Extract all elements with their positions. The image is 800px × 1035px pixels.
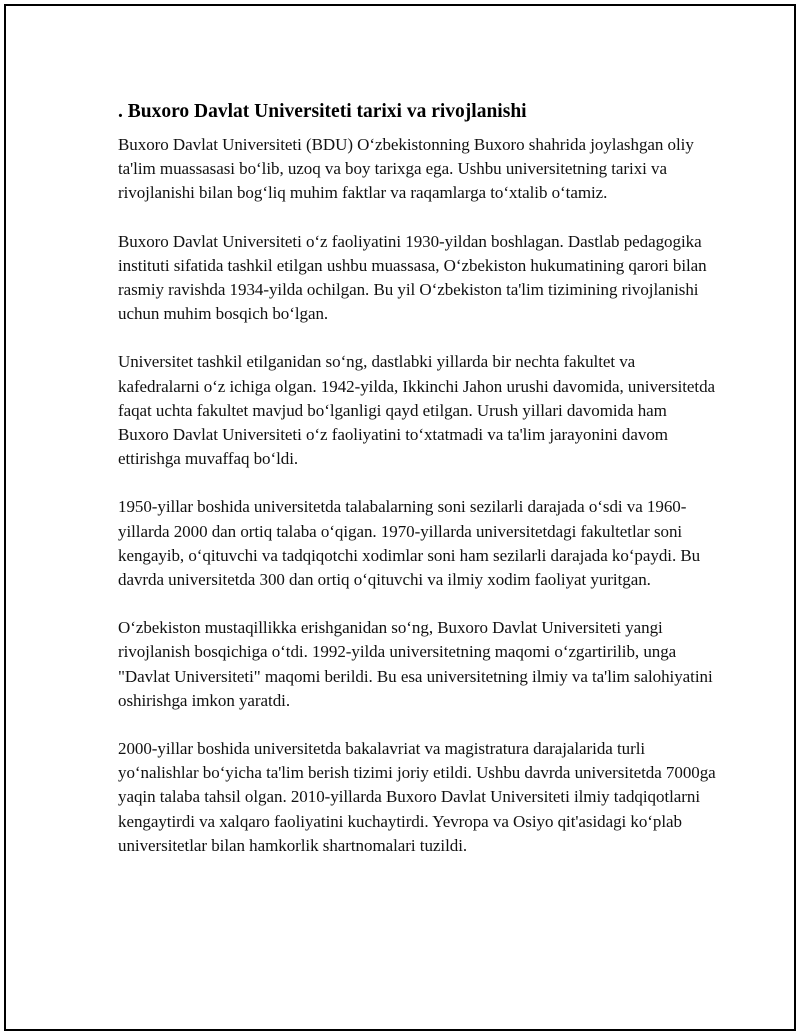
- document-body: [118, 99, 718, 882]
- paragraph-2: Buxoro Davlat Universiteti o‘z faoliyatini 1930-yildan boshlagan. Dastlab pedagogika instituti sifatida tashkil etilgan ushbu muassasa, O‘zbekiston hukumatining qarori bilan rasmiy ravishda 1934-yilda ochilgan. Bu yil O‘zbekiston ta'lim tizimining rivojlanishi uchun muhim bosqich bo‘lgan.: [118, 231, 707, 324]
- paragraph-5: O‘zbekiston mustaqillikka erishganidan so‘ng, Buxoro Davlat Universiteti yangi rivojlanish bosqichiga o‘tdi. 1992-yilda universitetning maqomi o‘zgartirilib, unga "Davlat Universiteti" maqomi berildi. Bu esa universitetning ilmiy va ta'lim salohiyatini oshirishga imkon yaratdi.: [118, 618, 713, 710]
- page-frame: [4, 4, 796, 1031]
- paragraph-4: 1950-yillar boshida universitetda talabalarning soni sezilarli darajada o‘sdi va 1960-yillarda 2000 dan ortiq talaba o‘qigan. 1970-yillarda universitetdagi fakultetlar soni kengayib, o‘qituvchi va tadqiqotchi xodimlar soni ham sezilarli darajada ko‘paydi. Bu davrda universitetda 300 dan ortiq o‘qituvchi va ilmiy xodim faoliyat yuritgan.: [118, 497, 701, 590]
- page-title: . Buxoro Davlat Universiteti tarixi va rivojlanishi: [118, 101, 527, 122]
- paragraph-1: Buxoro Davlat Universiteti (BDU) O‘zbekistonning Buxoro shahrida joylashgan oliy ta'lim muassasasi bo‘lib, uzoq va boy tarixga ega. Ushbu universitetning tarixi va rivojlanishi bilan bog‘liq muhim faktlar va raqamlarga to‘xtalib o‘tamiz.: [118, 135, 694, 203]
- paragraph-6: 2000-yillar boshida universitetda bakalavriat va magistratura darajalarida turli yo‘nalishlar bo‘yicha ta'lim berish tizimi joriy etildi. Ushbu davrda universitetda 7000ga yaqin talaba tahsil olgan. 2010-yillarda Buxoro Davlat Universiteti ilmiy tadqiqotlarni kengaytirdi va xalqaro faoliyatini kuchaytirdi. Yevropa va Osiyo qit'asidagi ko‘plab universitetlar bilan hamkorlik shartnomalari tuzildi.: [118, 739, 716, 855]
- paragraph-3: Universitet tashkil etilganidan so‘ng, dastlabki yillarda bir nechta fakultet va kafedralarni o‘z ichiga olgan. 1942-yilda, Ikkinchi Jahon urushi davomida, universitetda faqat uchta fakultet mavjud bo‘lganligi qayd etilgan. Urush yillari davomida ham Buxoro Davlat Universiteti o‘z faoliyatini to‘xtatmadi va ta'lim jarayonini davom ettirishga muvaffaq bo‘ldi.: [118, 352, 716, 469]
